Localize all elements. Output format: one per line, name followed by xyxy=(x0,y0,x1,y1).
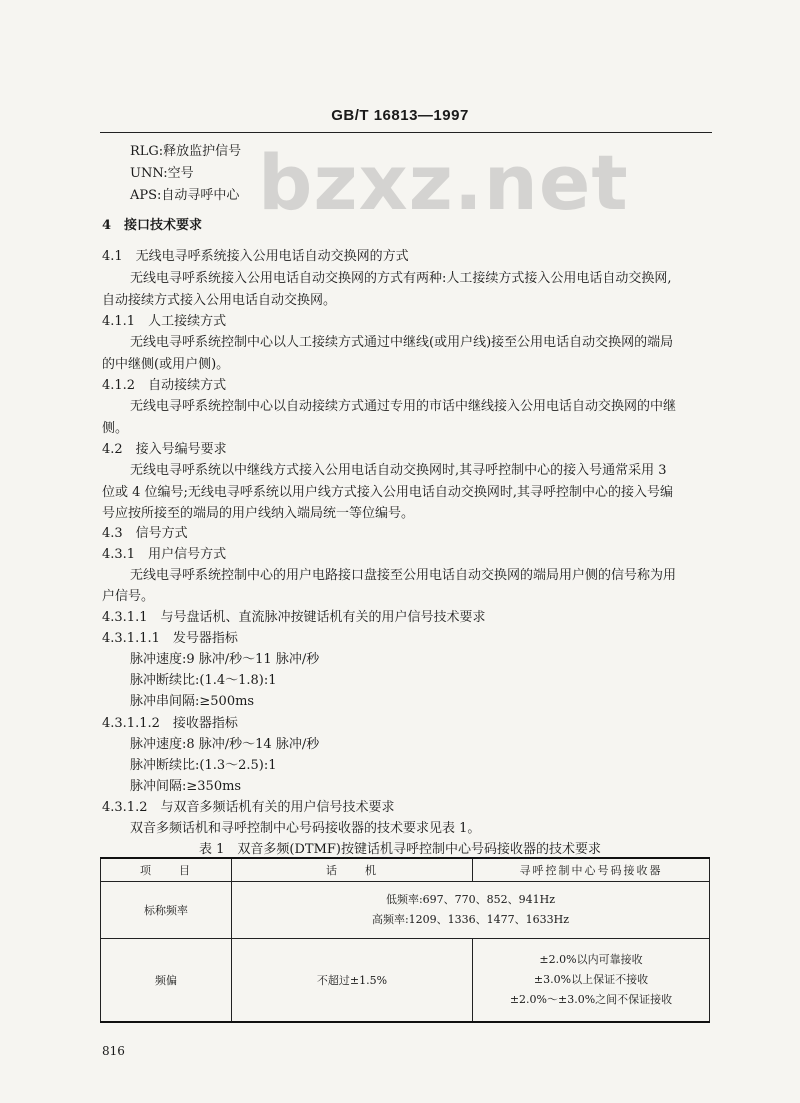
section-4-1-2-para-line: 无线电寻呼系统控制中心以自动接续方式通过专用的市话中继线接入公用电话自动交换网的中继 xyxy=(130,399,677,414)
spec-item: 脉冲间隔:≥350ms xyxy=(130,779,242,794)
row-label-freq-deviation: 频偏 xyxy=(101,939,232,1023)
table-header-row xyxy=(101,858,710,882)
section-4-3-1-para-line: 无线电寻呼系统控制中心的用户电路接口盘接至公用电话自动交换网的端局用户侧的信号称为用 xyxy=(130,568,677,583)
page-number: 816 xyxy=(102,1044,125,1058)
table-caption: 表 1 双音多频(DTMF)按键话机寻呼控制中心号码接收器的技术要求 xyxy=(199,842,601,857)
receiver-dev-line: ±2.0%以内可靠接收 xyxy=(539,953,643,966)
low-freq-values: 低频率:697、770、852、941Hz xyxy=(385,893,556,906)
spec-item: 脉冲断续比:(1.3～2.5):1 xyxy=(130,758,277,773)
row-label-nominal-freq: 标称频率 xyxy=(101,882,232,939)
section-4-1-2-para-line: 侧。 xyxy=(102,421,129,436)
section-4-3-1-1-title: 4.3.1.1 与号盘话机、直流脉冲按键话机有关的用户信号技术要求 xyxy=(102,610,486,625)
receiver-dev-line: ±3.0%以上保证不接收 xyxy=(533,973,649,986)
dtmf-spec-table xyxy=(100,857,710,1023)
receiver-dev-line: ±2.0%～±3.0%之间不保证接收 xyxy=(509,993,673,1006)
section-4-title: 4 接口技术要求 xyxy=(102,218,203,233)
col-header-receiver: 寻呼控制中心号码接收器 xyxy=(473,858,710,882)
standard-code: GB/T 16813—1997 xyxy=(331,107,469,124)
col-header-item: 项 目 xyxy=(101,858,232,882)
section-4-1-1-title: 4.1.1 人工接续方式 xyxy=(102,314,227,329)
nominal-freq-values xyxy=(232,882,710,939)
spec-item: 脉冲速度:9 脉冲/秒～11 脉冲/秒 xyxy=(130,652,320,667)
high-freq-values: 高频率:1209、1336、1477、1633Hz xyxy=(371,913,570,926)
header-rule xyxy=(100,132,712,133)
receiver-deviation xyxy=(473,939,710,1023)
section-4-3-1-1-1-title: 4.3.1.1.1 发号器指标 xyxy=(102,631,238,646)
spec-item: 脉冲串间隔:≥500ms xyxy=(130,694,255,709)
section-4-3-1-1-2-title: 4.3.1.1.2 接收器指标 xyxy=(102,716,238,731)
section-4-1-para-line: 自动接续方式接入公用电话自动交换网。 xyxy=(102,293,337,308)
watermark: bzxz.net xyxy=(258,138,629,227)
section-4-3-1-2-title: 4.3.1.2 与双音多频话机有关的用户信号技术要求 xyxy=(102,800,395,815)
table-row xyxy=(101,939,710,1023)
section-4-2-para-line: 号应按所接至的端局的用户线纳入端局统一等位编号。 xyxy=(102,506,415,521)
section-4-1-1-para-line: 无线电寻呼系统控制中心以人工接续方式通过中继线(或用户线)接至公用电话自动交换网的端局 xyxy=(130,335,674,350)
abbr-rlg: RLG:释放监护信号 xyxy=(130,144,242,159)
col-header-phone: 话 机 xyxy=(232,858,473,882)
section-4-2-title: 4.2 接入号编号要求 xyxy=(102,442,227,457)
section-4-3-1-title: 4.3.1 用户信号方式 xyxy=(102,547,227,562)
phone-deviation: 不超过±1.5% xyxy=(232,939,473,1023)
abbr-aps: APS:自动寻呼中心 xyxy=(130,188,240,203)
section-4-3-title: 4.3 信号方式 xyxy=(102,526,188,541)
section-4-2-para-line: 无线电寻呼系统以中继线方式接入公用电话自动交换网时,其寻呼控制中心的接入号通常采用 3 xyxy=(130,463,667,478)
section-4-1-para-line: 无线电寻呼系统接入公用电话自动交换网的方式有两种:人工接续方式接入公用电话自动交换网, xyxy=(130,271,672,286)
section-4-3-1-2-para: 双音多频话机和寻呼控制中心号码接收器的技术要求见表 1。 xyxy=(130,821,481,836)
section-4-2-para-line: 位或 4 位编号;无线电寻呼系统以用户线方式接入公用电话自动交换网时,其寻呼控制中心的接入号编 xyxy=(102,485,674,500)
table-row xyxy=(101,882,710,939)
spec-item: 脉冲速度:8 脉冲/秒～14 脉冲/秒 xyxy=(130,737,320,752)
abbr-unn: UNN:空号 xyxy=(130,166,194,181)
spec-item: 脉冲断续比:(1.4～1.8):1 xyxy=(130,673,277,688)
section-4-1-1-para-line: 的中继侧(或用户侧)。 xyxy=(102,357,230,372)
section-4-1-title: 4.1 无线电寻呼系统接入公用电话自动交换网的方式 xyxy=(102,249,409,264)
section-4-3-1-para-line: 户信号。 xyxy=(102,589,155,604)
section-4-1-2-title: 4.1.2 自动接续方式 xyxy=(102,378,227,393)
